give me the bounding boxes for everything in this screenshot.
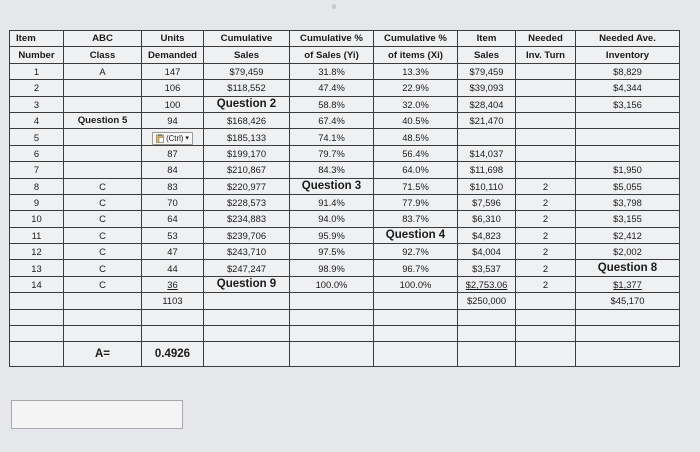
cumulative-pct-items-cell[interactable]: 56.4% [374, 145, 458, 161]
cumulative-sales-cell[interactable]: $168,426 [204, 112, 290, 128]
cumulative-pct-items-cell[interactable]: 92.7% [374, 244, 458, 260]
cumulative-sales-cell[interactable]: $79,459 [204, 63, 290, 79]
cumulative-pct-sales-cell[interactable]: 31.8% [290, 63, 374, 79]
needed-ave-inventory-cell[interactable]: $1,950 [576, 162, 680, 178]
cumulative-pct-items-cell[interactable]: 83.7% [374, 211, 458, 227]
cumulative-sales-cell[interactable]: $199,170 [204, 145, 290, 161]
header-cumulative-pct-items: Cumulative % [374, 31, 458, 47]
empty-cell[interactable] [516, 342, 576, 367]
abc-class-cell[interactable] [64, 129, 142, 145]
table-row [10, 194, 680, 210]
needed-inv-turn-cell[interactable] [516, 145, 576, 161]
item-number-cell[interactable]: 2 [10, 80, 64, 96]
header-demanded: Demanded [142, 47, 204, 63]
abc-analysis-table [9, 30, 680, 367]
cumulative-pct-items-cell[interactable]: 100.0% [374, 276, 458, 292]
header-abc: ABC [64, 31, 142, 47]
abc-class-cell[interactable]: C [64, 244, 142, 260]
cumulative-pct-sales-cell[interactable]: 97.5% [290, 244, 374, 260]
item-sales-cell[interactable]: $4,004 [458, 244, 516, 260]
cumulative-sales-cell[interactable]: $234,883 [204, 211, 290, 227]
units-demanded-cell[interactable]: 70 [142, 194, 204, 210]
empty-cell[interactable] [458, 326, 516, 342]
item-number-cell[interactable]: 10 [10, 211, 64, 227]
empty-cell[interactable] [374, 326, 458, 342]
cumulative-sales-cell[interactable]: $210,867 [204, 162, 290, 178]
item-number-cell[interactable]: 1 [10, 63, 64, 79]
units-demanded-cell[interactable]: 47 [142, 244, 204, 260]
cumulative-pct-sales-cell[interactable]: 74.1% [290, 129, 374, 145]
table-row [10, 162, 680, 178]
cumulative-pct-sales-cell[interactable]: 67.4% [290, 112, 374, 128]
empty-cell[interactable] [204, 342, 290, 367]
needed-inv-turn-cell[interactable] [516, 96, 576, 112]
abc-class-cell[interactable]: C [64, 276, 142, 292]
empty-cell[interactable] [204, 309, 290, 325]
cumulative-pct-sales-cell[interactable]: Question 3 [290, 178, 374, 194]
table-row [10, 244, 680, 260]
abc-class-cell[interactable]: C [64, 211, 142, 227]
cumulative-pct-items-cell[interactable]: 77.9% [374, 194, 458, 210]
needed-ave-inventory-cell[interactable]: $3,156 [576, 96, 680, 112]
header-needed: Needed [516, 31, 576, 47]
empty-cell[interactable] [576, 309, 680, 325]
item-sales-cell[interactable]: $28,404 [458, 96, 516, 112]
units-demanded-cell[interactable]: 53 [142, 227, 204, 243]
empty-cell[interactable] [576, 326, 680, 342]
needed-inv-turn-cell[interactable]: 2 [516, 211, 576, 227]
cumulative-sales-cell[interactable]: $247,247 [204, 260, 290, 276]
abc-class-cell[interactable]: Question 5 [64, 112, 142, 128]
needed-inv-turn-cell[interactable] [516, 63, 576, 79]
total-units-demanded-cell[interactable]: 1103 [142, 293, 204, 309]
needed-ave-inventory-cell[interactable]: $1,377 [576, 276, 680, 292]
header-units: Units [142, 31, 204, 47]
item-sales-cell[interactable] [458, 129, 516, 145]
empty-cell[interactable] [374, 293, 458, 309]
needed-ave-inventory-cell[interactable] [576, 145, 680, 161]
needed-ave-inventory-cell[interactable]: $8,829 [576, 63, 680, 79]
cumulative-pct-sales-cell[interactable]: 95.9% [290, 227, 374, 243]
table-row [10, 112, 680, 128]
abc-class-cell[interactable]: C [64, 260, 142, 276]
abc-class-cell[interactable]: C [64, 178, 142, 194]
paste-options-button[interactable] [152, 132, 193, 145]
units-demanded-cell[interactable]: 147 [142, 63, 204, 79]
header-class: Class [64, 47, 142, 63]
total-needed-ave-inventory-cell[interactable]: $45,170 [576, 293, 680, 309]
empty-cell[interactable] [516, 293, 576, 309]
item-number-cell[interactable]: 11 [10, 227, 64, 243]
item-sales-cell[interactable]: $3,537 [458, 260, 516, 276]
header-number: Number [10, 47, 64, 63]
item-sales-cell[interactable]: $2,753.06 [458, 276, 516, 292]
empty-cell[interactable] [64, 309, 142, 325]
empty-cell[interactable] [10, 293, 64, 309]
units-demanded-cell[interactable]: 44 [142, 260, 204, 276]
empty-cell[interactable] [374, 342, 458, 367]
clipboard-icon [156, 134, 164, 143]
cumulative-pct-items-cell[interactable]: 22.9% [374, 80, 458, 96]
item-number-cell[interactable]: 4 [10, 112, 64, 128]
needed-inv-turn-cell[interactable] [516, 129, 576, 145]
cumulative-pct-items-cell[interactable]: Question 4 [374, 227, 458, 243]
needed-inv-turn-cell[interactable]: 2 [516, 244, 576, 260]
table-row [10, 129, 680, 145]
empty-cell[interactable] [204, 326, 290, 342]
empty-cell[interactable] [10, 309, 64, 325]
empty-cell[interactable] [290, 342, 374, 367]
header-of-items-xi: of items (Xi) [374, 47, 458, 63]
blank-row [10, 309, 680, 325]
empty-cell[interactable] [458, 309, 516, 325]
cumulative-pct-sales-cell[interactable]: 79.7% [290, 145, 374, 161]
cumulative-sales-cell[interactable]: $243,710 [204, 244, 290, 260]
cumulative-sales-cell[interactable]: $118,552 [204, 80, 290, 96]
item-sales-cell[interactable]: $79,459 [458, 63, 516, 79]
abc-class-cell[interactable] [64, 96, 142, 112]
empty-cell[interactable] [374, 309, 458, 325]
item-number-cell[interactable]: 14 [10, 276, 64, 292]
cumulative-pct-items-cell[interactable]: 96.7% [374, 260, 458, 276]
cumulative-pct-sales-cell[interactable]: 58.8% [290, 96, 374, 112]
table-row [10, 96, 680, 112]
paste-options-label: (Ctrl) [166, 133, 184, 143]
cumulative-sales-cell[interactable]: $228,573 [204, 194, 290, 210]
cumulative-pct-items-cell[interactable]: 13.3% [374, 63, 458, 79]
table-row [10, 211, 680, 227]
abc-class-cell[interactable] [64, 80, 142, 96]
units-demanded-cell[interactable]: 36 [142, 276, 204, 292]
needed-inv-turn-cell[interactable]: 2 [516, 276, 576, 292]
abc-class-cell[interactable] [64, 145, 142, 161]
needed-inv-turn-cell[interactable] [516, 112, 576, 128]
abc-class-cell[interactable]: C [64, 194, 142, 210]
item-sales-cell[interactable]: $21,470 [458, 112, 516, 128]
cumulative-sales-cell[interactable]: Question 9 [204, 276, 290, 292]
needed-inv-turn-cell[interactable]: 2 [516, 227, 576, 243]
empty-cell[interactable] [576, 342, 680, 367]
cumulative-sales-cell[interactable]: $185,133 [204, 129, 290, 145]
units-demanded-cell[interactable]: 106 [142, 80, 204, 96]
empty-cell[interactable] [290, 293, 374, 309]
table-row [10, 63, 680, 79]
needed-inv-turn-cell[interactable] [516, 80, 576, 96]
cumulative-sales-cell[interactable]: $220,977 [204, 178, 290, 194]
cumulative-pct-sales-cell[interactable]: 91.4% [290, 194, 374, 210]
answer-input-box[interactable] [11, 400, 183, 429]
item-number-cell[interactable]: 6 [10, 145, 64, 161]
a-value-cell[interactable]: 0.4926 [142, 342, 204, 367]
header-row-2 [10, 47, 680, 63]
table-row [10, 260, 680, 276]
item-number-cell[interactable]: 12 [10, 244, 64, 260]
header-of-sales-yi: of Sales (Yi) [290, 47, 374, 63]
item-sales-cell[interactable]: $4,823 [458, 227, 516, 243]
needed-inv-turn-cell[interactable]: 2 [516, 178, 576, 194]
item-number-cell[interactable]: 7 [10, 162, 64, 178]
units-demanded-cell[interactable]: 84 [142, 162, 204, 178]
empty-cell[interactable] [142, 326, 204, 342]
item-sales-cell[interactable]: $11,698 [458, 162, 516, 178]
cumulative-pct-items-cell[interactable]: 64.0% [374, 162, 458, 178]
header-sales-2: Sales [458, 47, 516, 63]
empty-cell[interactable] [290, 326, 374, 342]
needed-ave-inventory-cell[interactable]: Question 8 [576, 260, 680, 276]
empty-cell[interactable] [10, 342, 64, 367]
chevron-down-icon: ▾ [185, 134, 189, 142]
header-needed-ave: Needed Ave. [576, 31, 680, 47]
item-sales-cell[interactable]: $7,596 [458, 194, 516, 210]
blank-row [10, 326, 680, 342]
empty-cell[interactable] [290, 309, 374, 325]
item-sales-cell[interactable]: $6,310 [458, 211, 516, 227]
needed-ave-inventory-cell[interactable]: $4,344 [576, 80, 680, 96]
cumulative-pct-items-cell[interactable]: 71.5% [374, 178, 458, 194]
cumulative-pct-items-cell[interactable]: 40.5% [374, 112, 458, 128]
a-label-cell[interactable]: A= [64, 342, 142, 367]
cumulative-pct-sales-cell[interactable]: 98.9% [290, 260, 374, 276]
header-item-sales: Item [458, 31, 516, 47]
item-number-cell[interactable]: 13 [10, 260, 64, 276]
cumulative-pct-sales-cell[interactable]: 84.3% [290, 162, 374, 178]
empty-cell[interactable] [64, 293, 142, 309]
needed-inv-turn-cell[interactable] [516, 162, 576, 178]
cumulative-sales-cell[interactable]: $239,706 [204, 227, 290, 243]
table-row [10, 178, 680, 194]
empty-cell[interactable] [10, 326, 64, 342]
units-demanded-cell[interactable] [142, 129, 204, 145]
empty-cell[interactable] [204, 293, 290, 309]
needed-ave-inventory-cell[interactable]: $3,155 [576, 211, 680, 227]
abc-class-cell[interactable]: C [64, 227, 142, 243]
table-row [10, 80, 680, 96]
header-cumulative-pct-sales: Cumulative % [290, 31, 374, 47]
header-inventory: Inventory [576, 47, 680, 63]
empty-cell[interactable] [64, 326, 142, 342]
header-cumulative: Cumulative [204, 31, 290, 47]
item-number-cell[interactable]: 9 [10, 194, 64, 210]
table-row [10, 276, 680, 292]
total-item-sales-cell[interactable]: $250,000 [458, 293, 516, 309]
empty-cell[interactable] [516, 326, 576, 342]
header-inv-turn: Inv. Turn [516, 47, 576, 63]
cumulative-pct-sales-cell[interactable]: 100.0% [290, 276, 374, 292]
units-demanded-cell[interactable]: 83 [142, 178, 204, 194]
needed-ave-inventory-cell[interactable]: $2,002 [576, 244, 680, 260]
needed-inv-turn-cell[interactable]: 2 [516, 194, 576, 210]
item-number-cell[interactable]: 5 [10, 129, 64, 145]
header-row-1 [10, 31, 680, 47]
table-row [10, 145, 680, 161]
needed-ave-inventory-cell[interactable] [576, 112, 680, 128]
units-demanded-cell[interactable]: 100 [142, 96, 204, 112]
totals-row [10, 293, 680, 309]
table-row [10, 227, 680, 243]
abc-class-cell[interactable] [64, 162, 142, 178]
item-number-cell[interactable]: 3 [10, 96, 64, 112]
header-sales: Sales [204, 47, 290, 63]
needed-ave-inventory-cell[interactable]: $5,055 [576, 178, 680, 194]
needed-ave-inventory-cell[interactable]: $2,412 [576, 227, 680, 243]
empty-cell[interactable] [458, 342, 516, 367]
units-demanded-cell[interactable]: 64 [142, 211, 204, 227]
units-demanded-cell[interactable]: 94 [142, 112, 204, 128]
cumulative-pct-items-cell[interactable]: 48.5% [374, 129, 458, 145]
item-sales-cell[interactable]: $39,093 [458, 80, 516, 96]
item-number-cell[interactable]: 8 [10, 178, 64, 194]
empty-cell[interactable] [142, 309, 204, 325]
needed-inv-turn-cell[interactable]: 2 [516, 260, 576, 276]
abc-class-cell[interactable]: A [64, 63, 142, 79]
camera-dot [332, 4, 336, 9]
item-sales-cell[interactable]: $10,110 [458, 178, 516, 194]
cumulative-pct-sales-cell[interactable]: 94.0% [290, 211, 374, 227]
gini-row [10, 342, 680, 367]
units-demanded-cell[interactable]: 87 [142, 145, 204, 161]
header-item: Item [10, 31, 64, 47]
empty-cell[interactable] [516, 309, 576, 325]
item-sales-cell[interactable]: $14,037 [458, 145, 516, 161]
needed-ave-inventory-cell[interactable]: $3,798 [576, 194, 680, 210]
cumulative-pct-items-cell[interactable]: 32.0% [374, 96, 458, 112]
needed-ave-inventory-cell[interactable] [576, 129, 680, 145]
cumulative-sales-cell[interactable]: Question 2 [204, 96, 290, 112]
cumulative-pct-sales-cell[interactable]: 47.4% [290, 80, 374, 96]
